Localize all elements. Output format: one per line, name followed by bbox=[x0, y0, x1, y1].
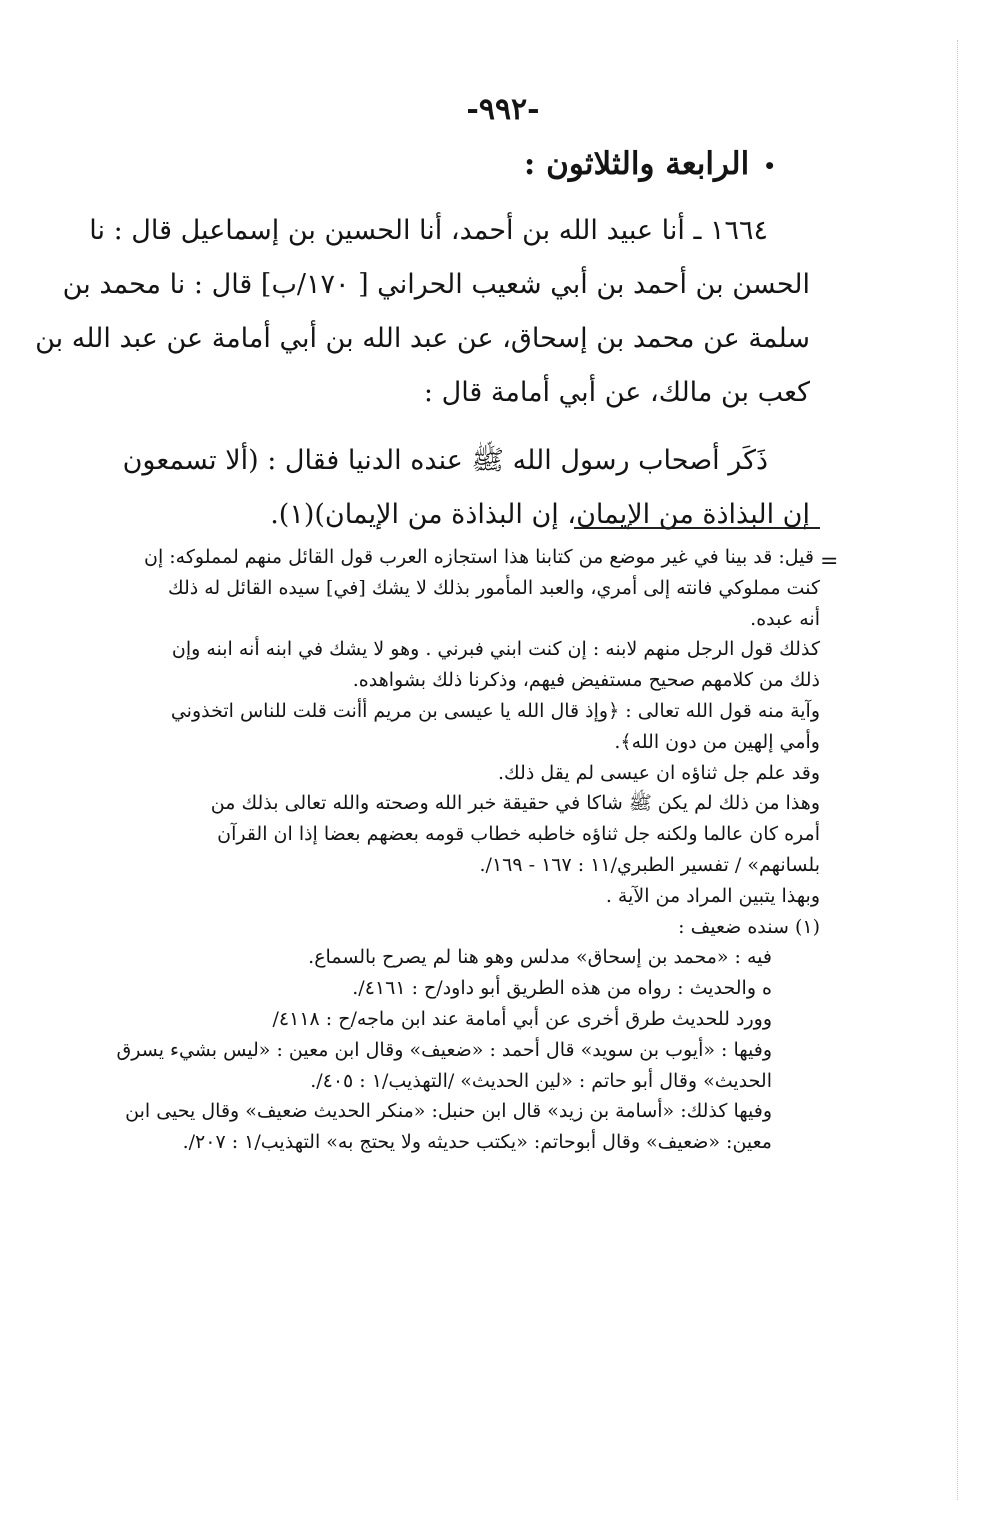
footnote-continuation-mark: = bbox=[820, 549, 839, 574]
footnote-line bbox=[130, 912, 820, 943]
main-line: الحسن بن أحمد بن أبي شعيب الحراني [ ١٧٠/ب] قال : نا محمد بن bbox=[62, 269, 810, 300]
footnote-line: كنت مملوكي فانته إلى أمري، والعبد المأمور بذلك لا يشك [في] سيده القائل له ذلك bbox=[167, 576, 820, 599]
footnote-line: وهذا من ذلك لم يكن ﷺ شاكا في حقيقة خبر الله وصحته والله تعالى بذلك من bbox=[210, 792, 820, 815]
main-line: ١٦٦٤ ـ أنا عبيد الله بن أحمد، أنا الحسين بن إسماعيل قال : نا bbox=[89, 215, 768, 246]
footnote-divider bbox=[574, 527, 820, 529]
footnote-line: أمره كان عالما ولكنه جل ثناؤه خاطبه خطاب قومه بعضهم بعضا إذا ان القرآن bbox=[217, 823, 820, 846]
footnote-line: الحديث» وقال أبو حاتم : «لين الحديث» /التهذيب/١ : ٤٠٥/. bbox=[310, 1069, 772, 1092]
scan-edge-line bbox=[957, 40, 958, 1500]
footnote-line: ه والحديث : رواه من هذه الطريق أبو داود/ح : ٤١٦١/. bbox=[352, 977, 772, 1000]
heading-bullet: • bbox=[763, 153, 776, 178]
footnote-line: وآية منه قول الله تعالى : ﴿وإذ قال الله يا عيسى بن مريم أأنت قلت للناس اتخذوني bbox=[170, 699, 820, 722]
footnote-line: ذلك من كلامهم صحيح مستفيض فيهم، وذكرنا ذلك بشواهده. bbox=[352, 669, 820, 692]
footnote-line: قيل: قد بينا في غير موضع من كتابنا هذا استجازه العرب قول القائل منهم لمملوكه: إن bbox=[143, 546, 814, 568]
main-line: كعب بن مالك، عن أبي أمامة قال : bbox=[423, 377, 810, 408]
footnote-line: وورد للحديث طرق أخرى عن أبي أمامة عند ابن ماجه/ح : ٤١١٨/ bbox=[272, 1007, 772, 1030]
section-heading bbox=[524, 146, 776, 182]
footnote-number: (١) bbox=[794, 915, 820, 938]
footnote-line: وقد علم جل ثناؤه ان عيسى لم يقل ذلك. bbox=[497, 761, 820, 784]
main-line: سلمة عن محمد بن إسحاق، عن عبد الله بن أبي أمامة عن عبد الله بن bbox=[35, 323, 810, 354]
heading-text: الرابعة والثلاثون : bbox=[523, 146, 750, 182]
footnote-line: معين: «ضعيف» وقال أبوحاتم: «يكتب حديثه ولا يحتج به» التهذيب/١ : ٢٠٧/. bbox=[182, 1131, 772, 1154]
footnote-line: بلسانهم» / تفسير الطبري/١١ : ١٦٧ - ١٦٩/. bbox=[479, 853, 820, 876]
footnote-line: كذلك قول الرجل منهم لابنه : إن كنت ابني فبرني . وهو لا يشك في ابنه أنه ابنه وإن bbox=[171, 638, 820, 661]
footnote-title: سنده ضعيف : bbox=[678, 915, 789, 938]
footnote-line: وبهذا يتبين المراد من الآية . bbox=[605, 884, 820, 907]
footnotes bbox=[116, 542, 820, 1158]
footnote-line: وفيها كذلك: «أسامة بن زيد» قال ابن حنبل: «منكر الحديث ضعيف» وقال يحيى ابن bbox=[125, 1100, 772, 1123]
hadith-text bbox=[35, 204, 810, 542]
footnote-line: فيه : «محمد بن إسحاق» مدلس وهو هنا لم يصرح بالسماع. bbox=[308, 946, 772, 969]
footnote-line: وأمي إلهين من دون الله﴾. bbox=[614, 730, 820, 753]
main-line: إن البذاذة من الإيمان، إن البذاذة من الإيمان)(١). bbox=[270, 499, 810, 530]
main-line: ذَكَر أصحاب رسول الله ﷺ عنده الدنيا فقال : (ألا تسمعون bbox=[122, 445, 768, 476]
page-number: -٩٩٢- bbox=[466, 92, 540, 127]
footnote-line: أنه عبده. bbox=[750, 607, 820, 630]
footnote-line: وفيها : «أيوب بن سويد» قال أحمد : «ضعيف» وقال ابن معين : «ليس بشيء يسرق bbox=[116, 1038, 772, 1061]
